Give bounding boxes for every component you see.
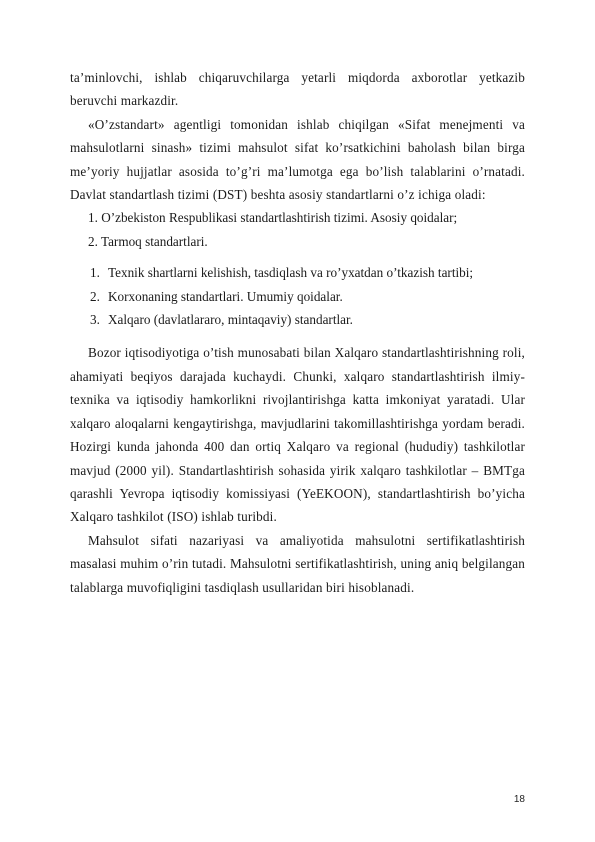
- paragraph-ozstandart: «O’zstandart» agentligi tomonidan ishlab chiqilgan «Sifat menejmenti va mahsulotlarni sinash» tizimi mahsulot sifat ko’rsatkichini baholash bilan birga me’yoriy hujjatlar asosida to’g’ri ma’lumotga ega bo’lish talablarini o’rnatadi. Davlat standartlash tizimi (DST) beshta asosiy standartlarni o’z ichiga oladi:: [70, 116, 525, 203]
- paragraph-international: Bozor iqtisodiyotiga o’tish munosabati bilan Xalqaro standartlashtirishning roli, ahamiyati beqiyos darajada kuchaydi. Chunki, xalqaro standartlashtirish ilmiy-texnika va iqtisodiy hamkorlikni rivojlantirishga katta imkoniyat yaratadi. Ular xalqaro aloqalarni kengaytirishga, mavjudlarini takomillashtirishga yordam beradi. Hozirgi kunda jahonda 400 dan ortiq Xalqaro va regional (hududiy) tashkilotlar mavjud (2000 yil). Standartlashtirish sohasida yirik xalqaro tashkilotlar – BMTga qarashli Yevropa iqtisodiy komissiyasi (YeEKOON), standartlashtirish bo’yicha Xalqaro tashkilot (ISO) ishlab turibdi.: [70, 345, 525, 525]
- list-text: Xalqaro (davlatlararo, mintaqaviy) standartlar.: [108, 312, 353, 328]
- standards-list: [70, 206, 525, 253]
- list-item: [70, 285, 525, 308]
- list-item: 1. O’zbekiston Respublikasi standartlashtirish tizimi. Asosiy qoidalar;: [88, 210, 458, 226]
- list-text: Texnik shartlarni kelishish, tasdiqlash va ro’yxatdan o’tkazish tartibi;: [108, 265, 474, 281]
- list-item: [70, 308, 525, 331]
- list-number: 3.: [90, 312, 100, 328]
- page-number: 18: [513, 794, 525, 805]
- document-page: [70, 66, 525, 599]
- list-item: [70, 261, 525, 284]
- paragraph-certification: Mahsulot sifati nazariyasi va amaliyotida mahsulotni sertifikatlashtirish masalasi muhim o’rin tutadi. Mahsulotni sertifikatlashtirish, uning aniq belgilangan talablarga muvofiqligini tasdiqlash usullaridan biri hisoblanadi.: [70, 532, 525, 595]
- numbered-list: [70, 261, 525, 331]
- list-number: 2.: [90, 288, 100, 304]
- list-number: 1.: [90, 265, 100, 281]
- list-item: 2. Tarmoq standartlari.: [88, 233, 208, 249]
- paragraph-intro: ta’minlovchi, ishlab chiqaruvchilarga yetarli miqdorda axborotlar yetkazib beruvchi markazdir.: [70, 70, 525, 109]
- list-text: Korxonaning standartlari. Umumiy qoidalar.: [108, 288, 343, 304]
